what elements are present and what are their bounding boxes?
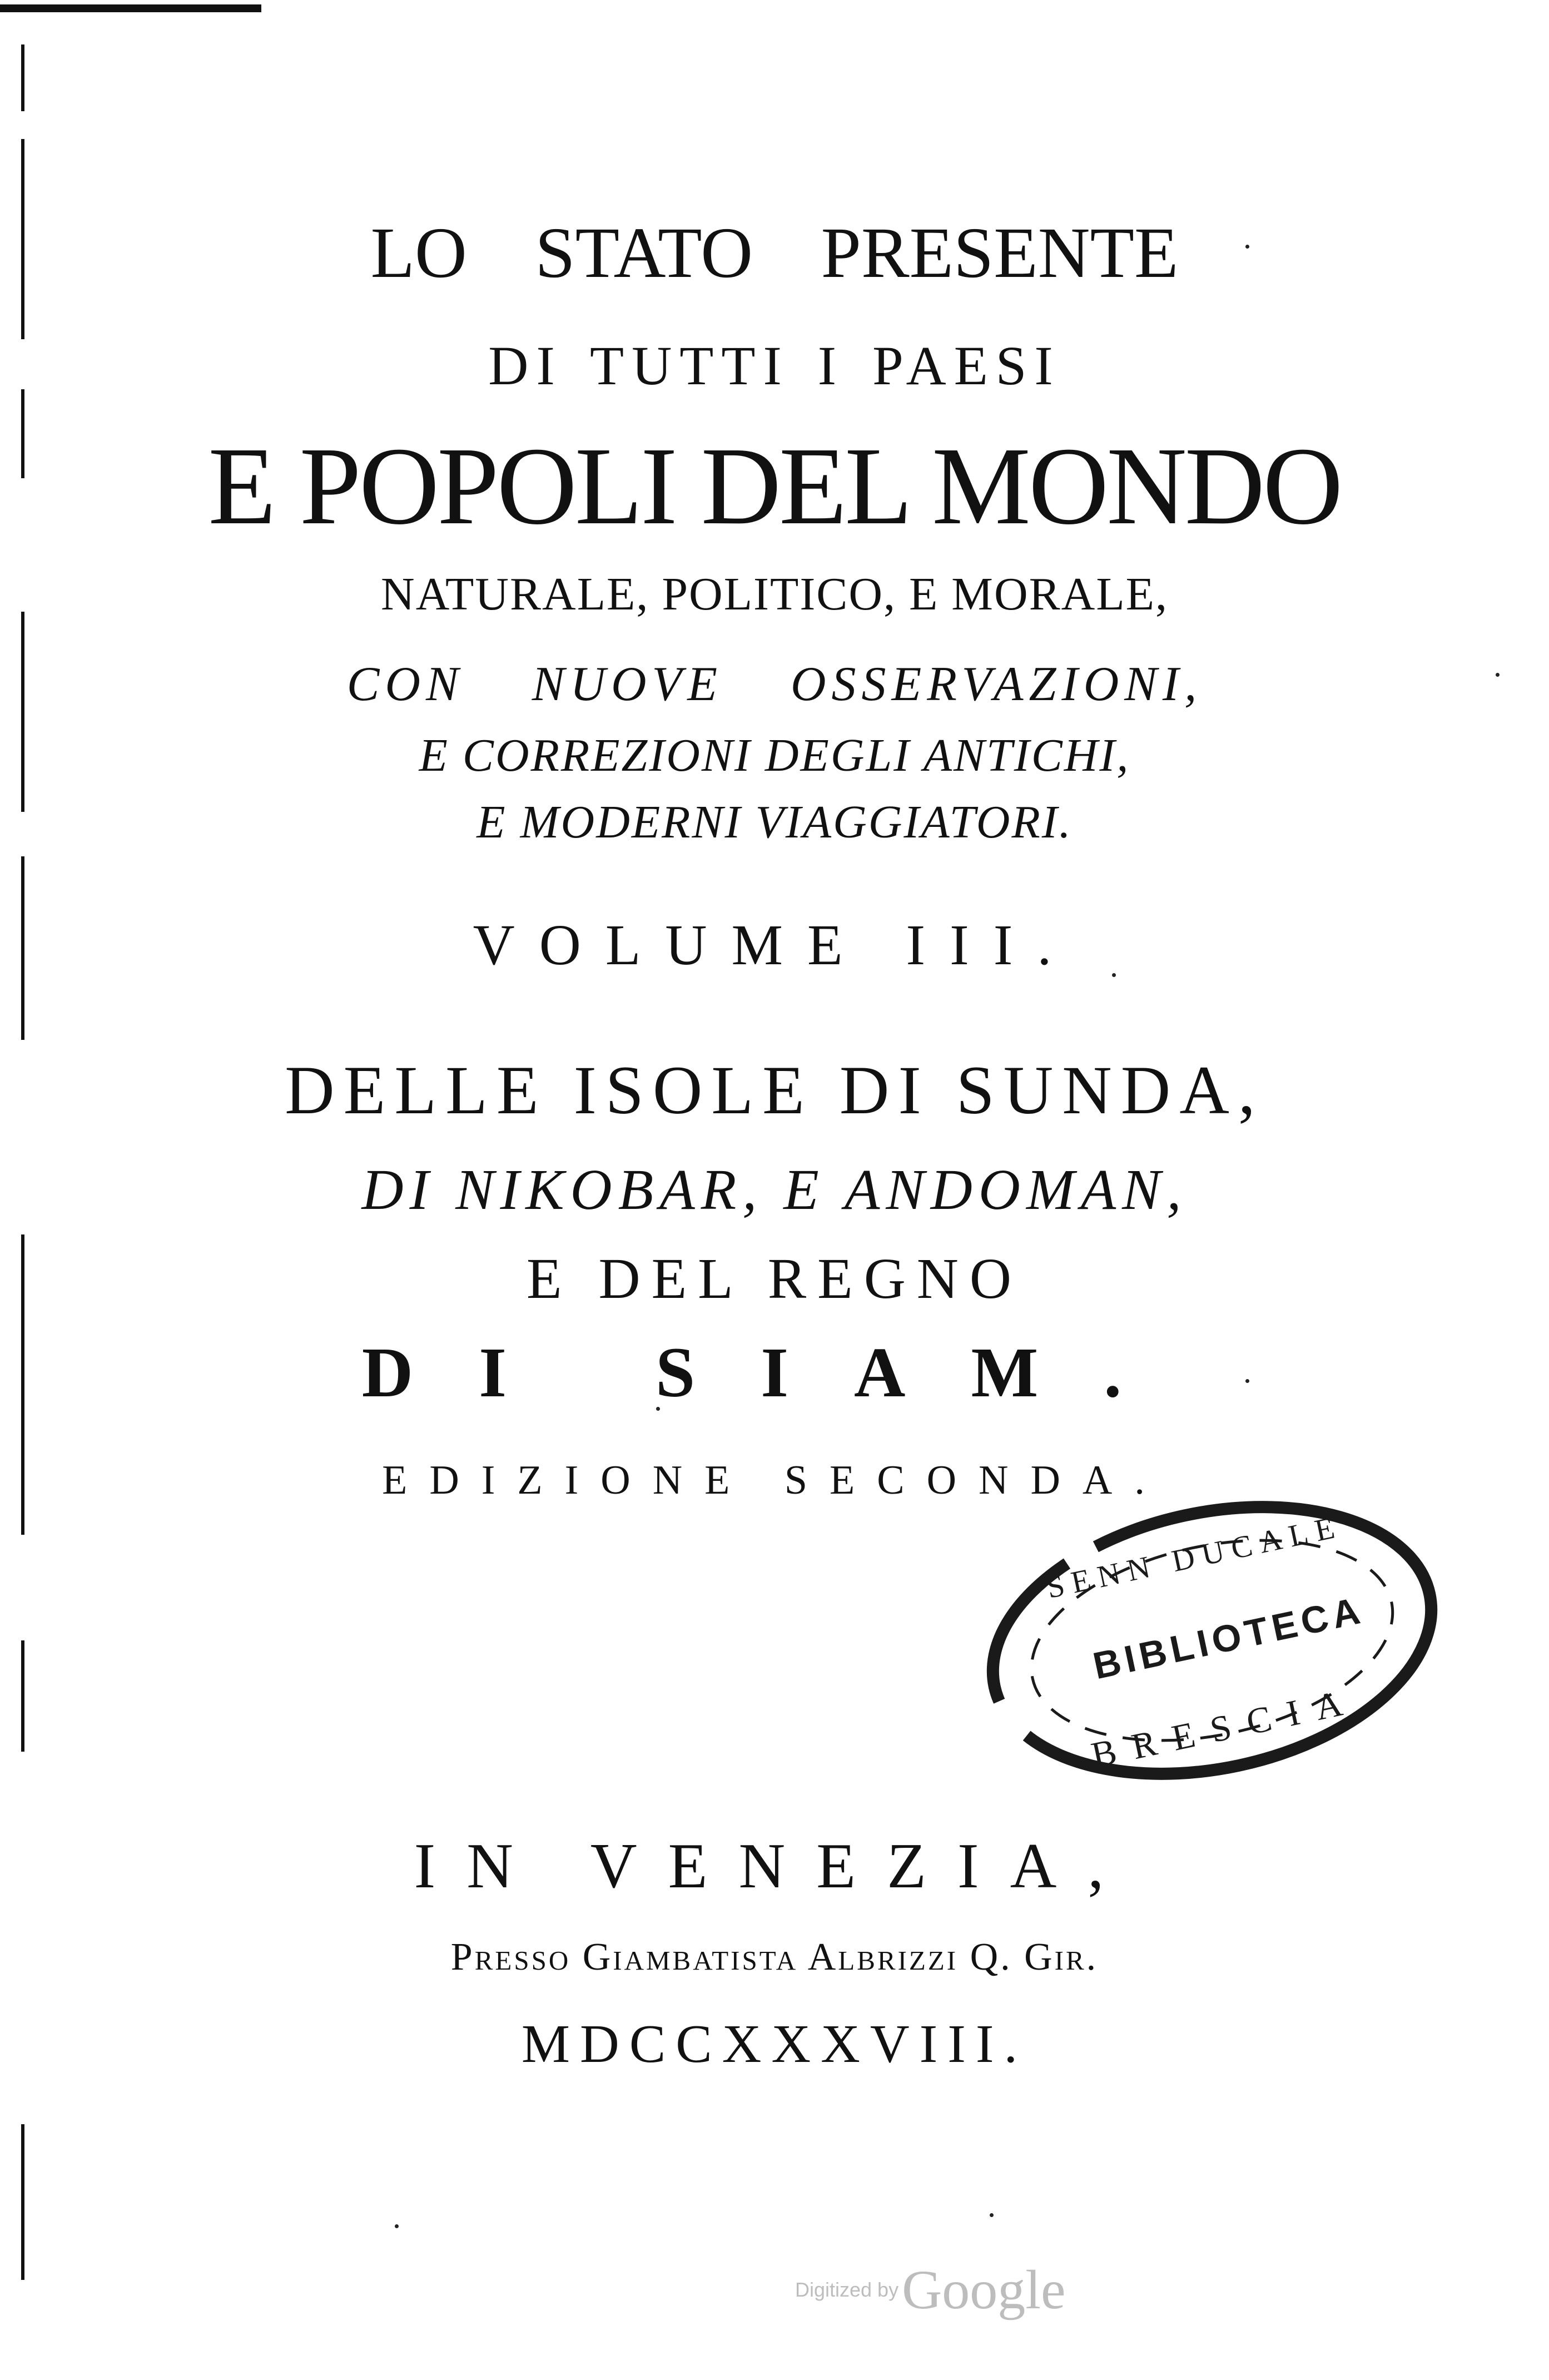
title-line-1: LO STATO PRESENTE [370,213,1179,293]
stamp-top-text: SENN DUCALE [1043,1509,1346,1605]
scan-border-left [21,1640,24,1752]
subject-line-3: E DEL REGNO [526,1247,1023,1311]
italic-line-2: E CORREZIONI DEGLI ANTICHI, [419,730,1130,781]
google-logo: Google [902,2259,1066,2320]
imprint-printer: Presso Giambatista Albrizzi Q. Gir. [450,1936,1099,1979]
stamp-bottom-text: BRESCIA [1088,1679,1362,1776]
italic-line-3: E MODERNI VIAGGIATORI. [476,796,1073,848]
scan-border-top [0,4,261,12]
subtitle-line: NATURALE, POLITICO, E MORALE, [381,568,1168,620]
title-line-2: DI TUTTI I PAESI [488,335,1061,396]
volume-label: VOLUME III. [473,913,1076,977]
subject-line-1: DELLE ISOLE DI SUNDA, [285,1052,1264,1128]
title-line-3: E POPOLI DEL MONDO [208,425,1341,548]
stamp-middle-text: BIBLIOTECA [1089,1589,1368,1688]
scan-speck [395,2224,399,2228]
imprint-year: MDCCXXXVIII. [521,2014,1028,2074]
subject-line-2: DI NIKOBAR, E ANDOMAN, [361,1158,1188,1222]
imprint-place: IN VENEZIA, [414,1831,1135,1902]
edition-label: EDIZIONE SECONDA. [382,1457,1167,1503]
scan-speck [990,2213,994,2217]
watermark-prefix: Digitized by [795,2278,899,2301]
scan-border-left [21,2124,24,2280]
library-stamp [967,1446,1457,1835]
subject-line-4: DI SIAM. [361,1333,1188,1412]
italic-line-1: CON NUOVE OSSERVAZIONI, [346,657,1203,711]
digitized-watermark [795,2258,1065,2322]
scan-border-left [21,44,24,111]
